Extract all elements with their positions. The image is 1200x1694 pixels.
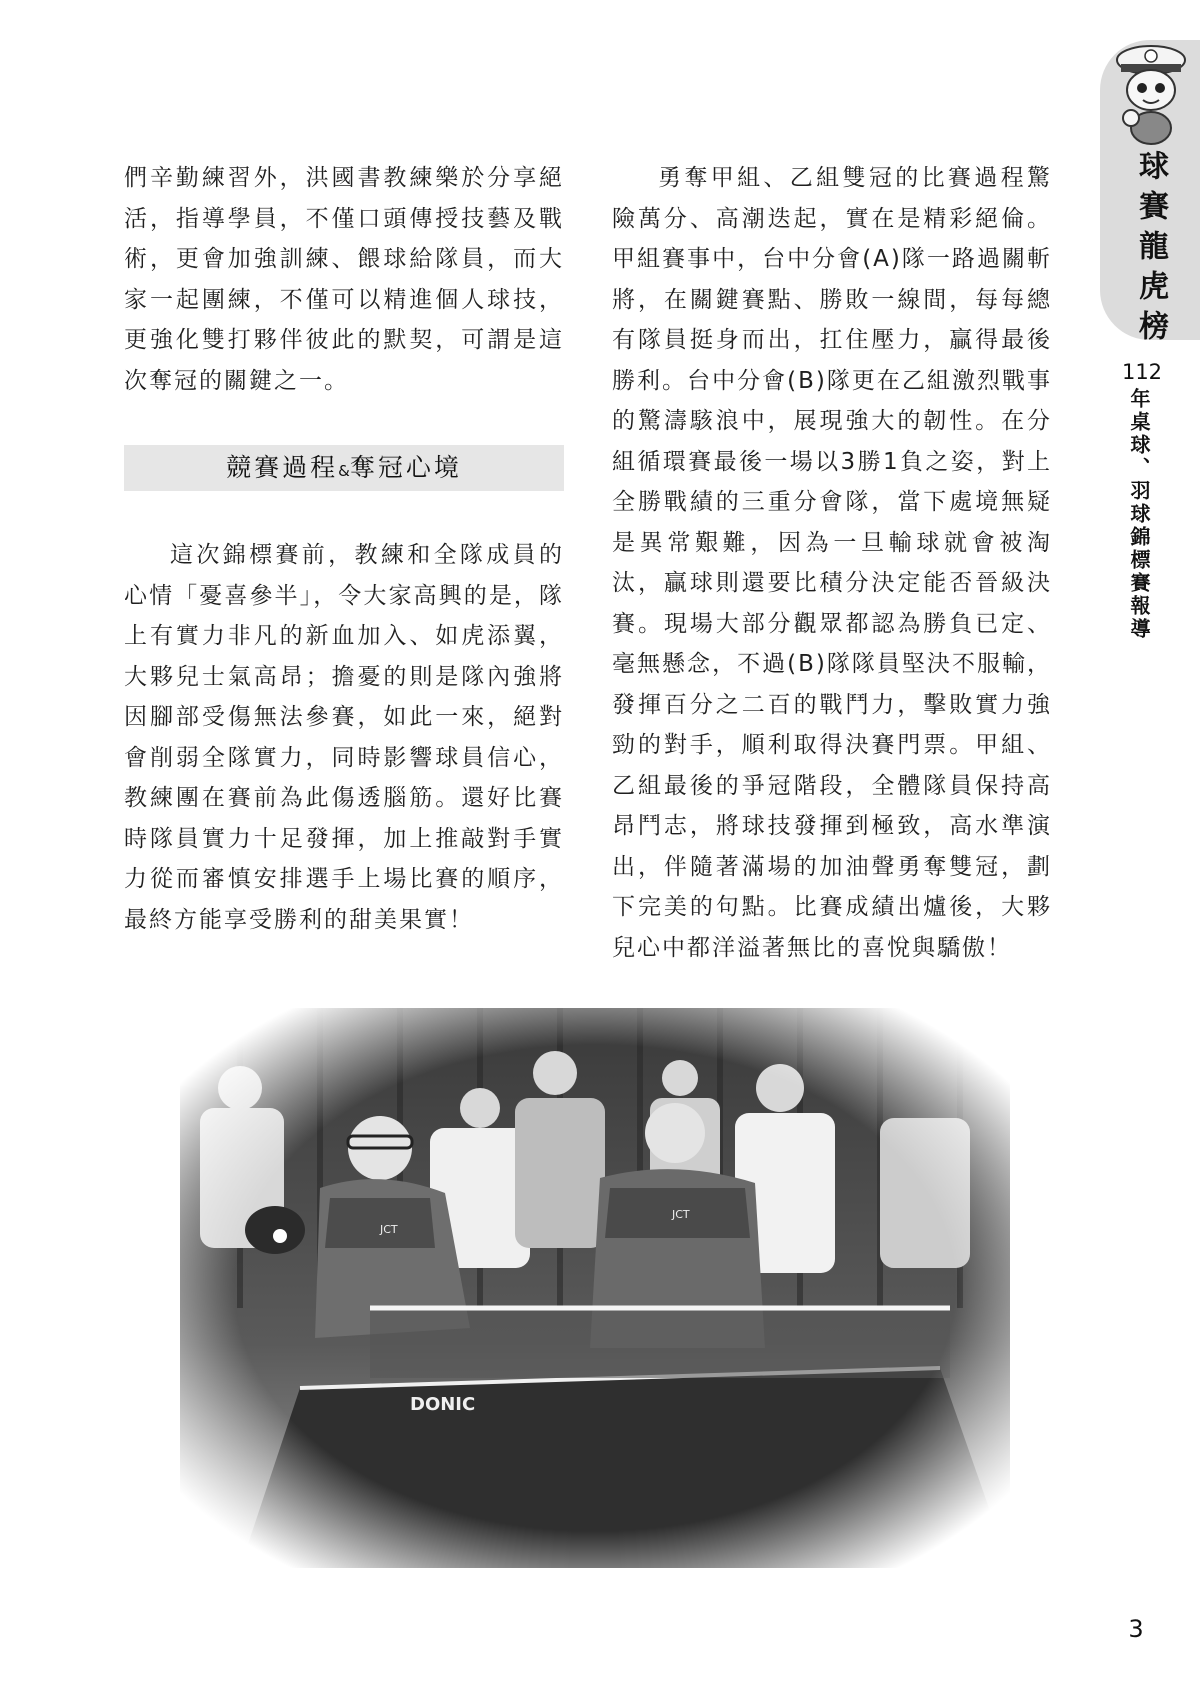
police-mascot-icon — [1105, 38, 1197, 148]
section-heading-part2: 奪冠心境 — [349, 453, 462, 482]
section-heading-amp: & — [338, 462, 350, 480]
left-column — [124, 158, 564, 940]
section-heading — [124, 445, 564, 491]
section-heading-part1: 競賽過程 — [226, 453, 339, 482]
match-photo-illustration — [180, 1008, 1010, 1568]
sidebar-year: 112 — [1121, 360, 1163, 384]
sidebar-title: 球賽龍虎榜 — [1133, 150, 1168, 350]
page-number: 3 — [1128, 1615, 1144, 1643]
right-column — [612, 158, 1052, 968]
left-paragraph-1: 們辛勤練習外，洪國書教練樂於分享絕活，指導學員，不僅口頭傳授技藝及戰術，更會加強訓練、餵球給隊員，而大家一起團練，不僅可以精進個人球技，更強化雙打夥伴彼此的默契，可謂是這次奪冠的關鍵之一。 — [124, 165, 564, 394]
match-photo — [180, 1008, 1010, 1568]
sidebar-subtitle: 年桌球、羽球錦標賽報導 — [1127, 388, 1151, 641]
right-paragraph-1: 勇奪甲組、乙組雙冠的比賽過程驚險萬分、高潮迭起，實在是精彩絕倫。甲組賽事中，台中分會(A)隊一路過關斬將，在關鍵賽點、勝敗一線間，每每總有隊員挺身而出，扛住壓力，贏得最後勝利。台中分會(B)隊更在乙組激烈戰事的驚濤駭浪中，展現強大的韌性。在分組循環賽最後一場以3勝1負之姿，對上全勝戰績的三重分會隊，當下處境無疑是異常艱難，因為一旦輸球就會被淘汰，贏球則還要比積分決定能否晉級決賽。現場大部分觀眾都認為勝負已定、毫無懸念，不過(B)隊隊員堅決不服輸，發揮百分之二百的戰鬥力，擊敗實力強勁的對手，順利取得決賽門票。甲組、乙組最後的爭冠階段，全體隊員保持高昂鬥志，將球技發揮到極致，高水準演出，伴隨著滿場的加油聲勇奪雙冠，劃下完美的句點。比賽成績出爐後，大夥兒心中都洋溢著無比的喜悅與驕傲！ — [612, 165, 1052, 961]
left-paragraph-2: 這次錦標賽前，教練和全隊成員的心情「憂喜參半」，令大家高興的是，隊上有實力非凡的新血加入、如虎添翼，大夥兒士氣高昂；擔憂的則是隊內強將因腳部受傷無法參賽，如此一來，絕對會削弱全隊實力，同時影響球員信心，教練團在賽前為此傷透腦筋。還好比賽時隊員實力十足發揮，加上推敲對手實力從而審慎安排選手上場比賽的順序，最終方能享受勝利的甜美果實！ — [124, 542, 564, 933]
